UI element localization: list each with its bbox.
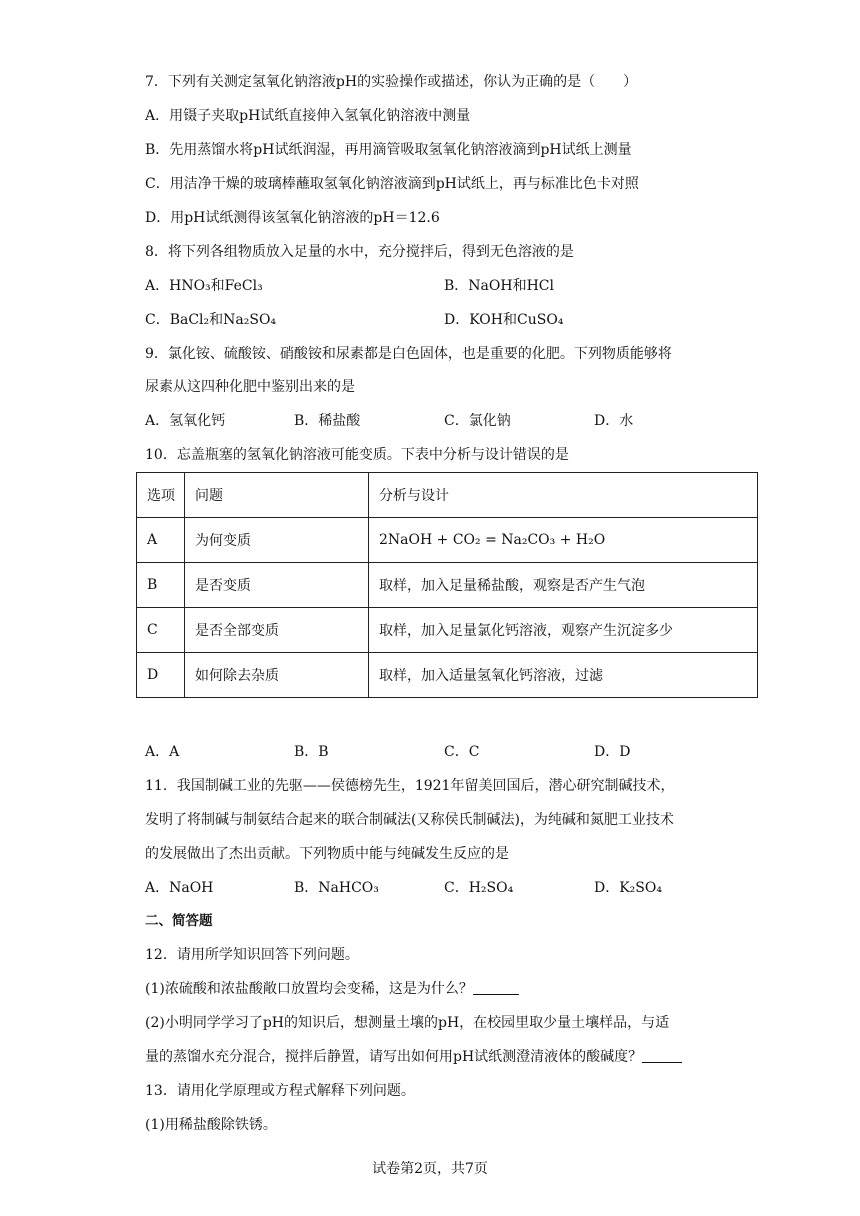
q9-option-b: B．稀盐酸 (294, 413, 361, 429)
table-cell: 取样，加入适量氢氧化钙溶液，过滤 (369, 653, 758, 698)
table-row (137, 563, 758, 608)
q11-stem-line2: 发明了将制碱与制氨结合起来的联合制碱法(又称侯氏制碱法)，为纯碱和氮肥工业技术 (145, 812, 674, 828)
q11-option-b: B．NaHCO₃ (294, 880, 379, 896)
q8-option-c: C．BaCl₂和Na₂SO₄ (145, 312, 277, 328)
table-cell: 为何变质 (185, 518, 369, 563)
q13-part1: (1)用稀盐酸除铁锈。 (145, 1117, 277, 1133)
q8-option-d: D．KOH和CuSO₄ (444, 312, 564, 328)
q10-option-c: C．C (444, 744, 480, 760)
table-row (137, 518, 758, 563)
table-cell: 是否变质 (185, 563, 369, 608)
q11-option-a: A．NaOH (145, 880, 214, 896)
q7-option-b: B．先用蒸馏水将pH试纸润湿，再用滴管吸取氢氧化钠溶液滴到pH试纸上测量 (145, 142, 632, 158)
q12-stem: 12．请用所学知识回答下列问题。 (145, 947, 359, 963)
q12-part2-line2 (145, 1047, 682, 1067)
table-row (137, 608, 758, 653)
answer-blank[interactable] (642, 1048, 682, 1063)
table-cell: 如何除去杂质 (185, 653, 369, 698)
q12-part2-text: 量的蒸馏水充分混合，搅拌后静置，请写出如何用pH试纸测澄清液体的酸碱度？ (145, 1049, 643, 1065)
q10-stem: 10．忘盖瓶塞的氢氧化钠溶液可能变质。下表中分析与设计错误的是 (145, 447, 569, 463)
q11-stem-line3: 的发展做出了杰出贡献。下列物质中能与纯碱发生反应的是 (145, 846, 509, 862)
q10-option-b: B．B (294, 744, 329, 760)
q7-option-c: C．用洁净干燥的玻璃棒蘸取氢氧化钠溶液滴到pH试纸上，再与标准比色卡对照 (145, 176, 639, 192)
q9-stem-line2: 尿素从这四种化肥中鉴别出来的是 (145, 379, 355, 395)
table-header-cell: 问题 (185, 473, 369, 518)
q9-option-c: C．氯化钠 (444, 413, 511, 429)
q12-part1 (145, 979, 519, 999)
table-cell: A (137, 518, 185, 563)
q8-option-a: A．HNO₃和FeCl₃ (145, 278, 263, 294)
q10-option-d: D．D (594, 744, 631, 760)
table-cell: 是否全部变质 (185, 608, 369, 653)
q9-option-a: A．氢氧化钙 (145, 413, 226, 429)
q11-option-c: C．H₂SO₄ (444, 880, 514, 896)
table-cell: D (137, 653, 185, 698)
table-header-cell: 分析与设计 (369, 473, 758, 518)
q7-option-d: D．用pH试纸测得该氢氧化钠溶液的pH＝12.6 (145, 210, 440, 226)
table-header-cell: 选项 (137, 473, 185, 518)
q8-stem: 8．将下列各组物质放入足量的水中，充分搅拌后，得到无色溶液的是 (145, 244, 574, 260)
q10-table (136, 472, 758, 698)
table-header-row (137, 473, 758, 518)
q9-option-d: D．水 (594, 413, 634, 429)
table-cell: B (137, 563, 185, 608)
table-cell: 2NaOH + CO₂ = Na₂CO₃ + H₂O (369, 518, 758, 563)
q8-option-b: B．NaOH和HCl (444, 278, 554, 294)
q11-stem-line1: 11．我国制碱工业的先驱——侯德榜先生，1921年留美回国后，潜心研究制碱技术， (145, 778, 675, 794)
page-footer: 试卷第2页，共7页 (372, 1161, 488, 1177)
table-row (137, 653, 758, 698)
q12-part1-text: (1)浓硫酸和浓盐酸敞口放置均会变稀，这是为什么？ (145, 981, 473, 997)
table-cell: 取样，加入足量氯化钙溶液，观察产生沉淀多少 (369, 608, 758, 653)
q7-option-a: A．用镊子夹取pH试纸直接伸入氢氧化钠溶液中测量 (145, 108, 471, 124)
table-cell: C (137, 608, 185, 653)
q7-stem: 7．下列有关测定氢氧化钠溶液pH的实验操作或描述，你认为正确的是（ ） (145, 74, 638, 90)
q13-stem: 13．请用化学原理或方程式解释下列问题。 (145, 1083, 415, 1099)
section-heading: 二、简答题 (145, 913, 213, 929)
q11-option-d: D．K₂SO₄ (594, 880, 662, 896)
q10-option-a: A．A (145, 744, 180, 760)
q12-part2-line1: (2)小明同学学习了pH的知识后，想测量土壤的pH，在校园里取少量土壤样品，与适 (145, 1015, 670, 1031)
answer-blank[interactable] (473, 980, 519, 995)
table-cell: 取样，加入足量稀盐酸，观察是否产生气泡 (369, 563, 758, 608)
q9-stem-line1: 9．氯化铵、硫酸铵、硝酸铵和尿素都是白色固体，也是重要的化肥。下列物质能够将 (145, 346, 672, 362)
